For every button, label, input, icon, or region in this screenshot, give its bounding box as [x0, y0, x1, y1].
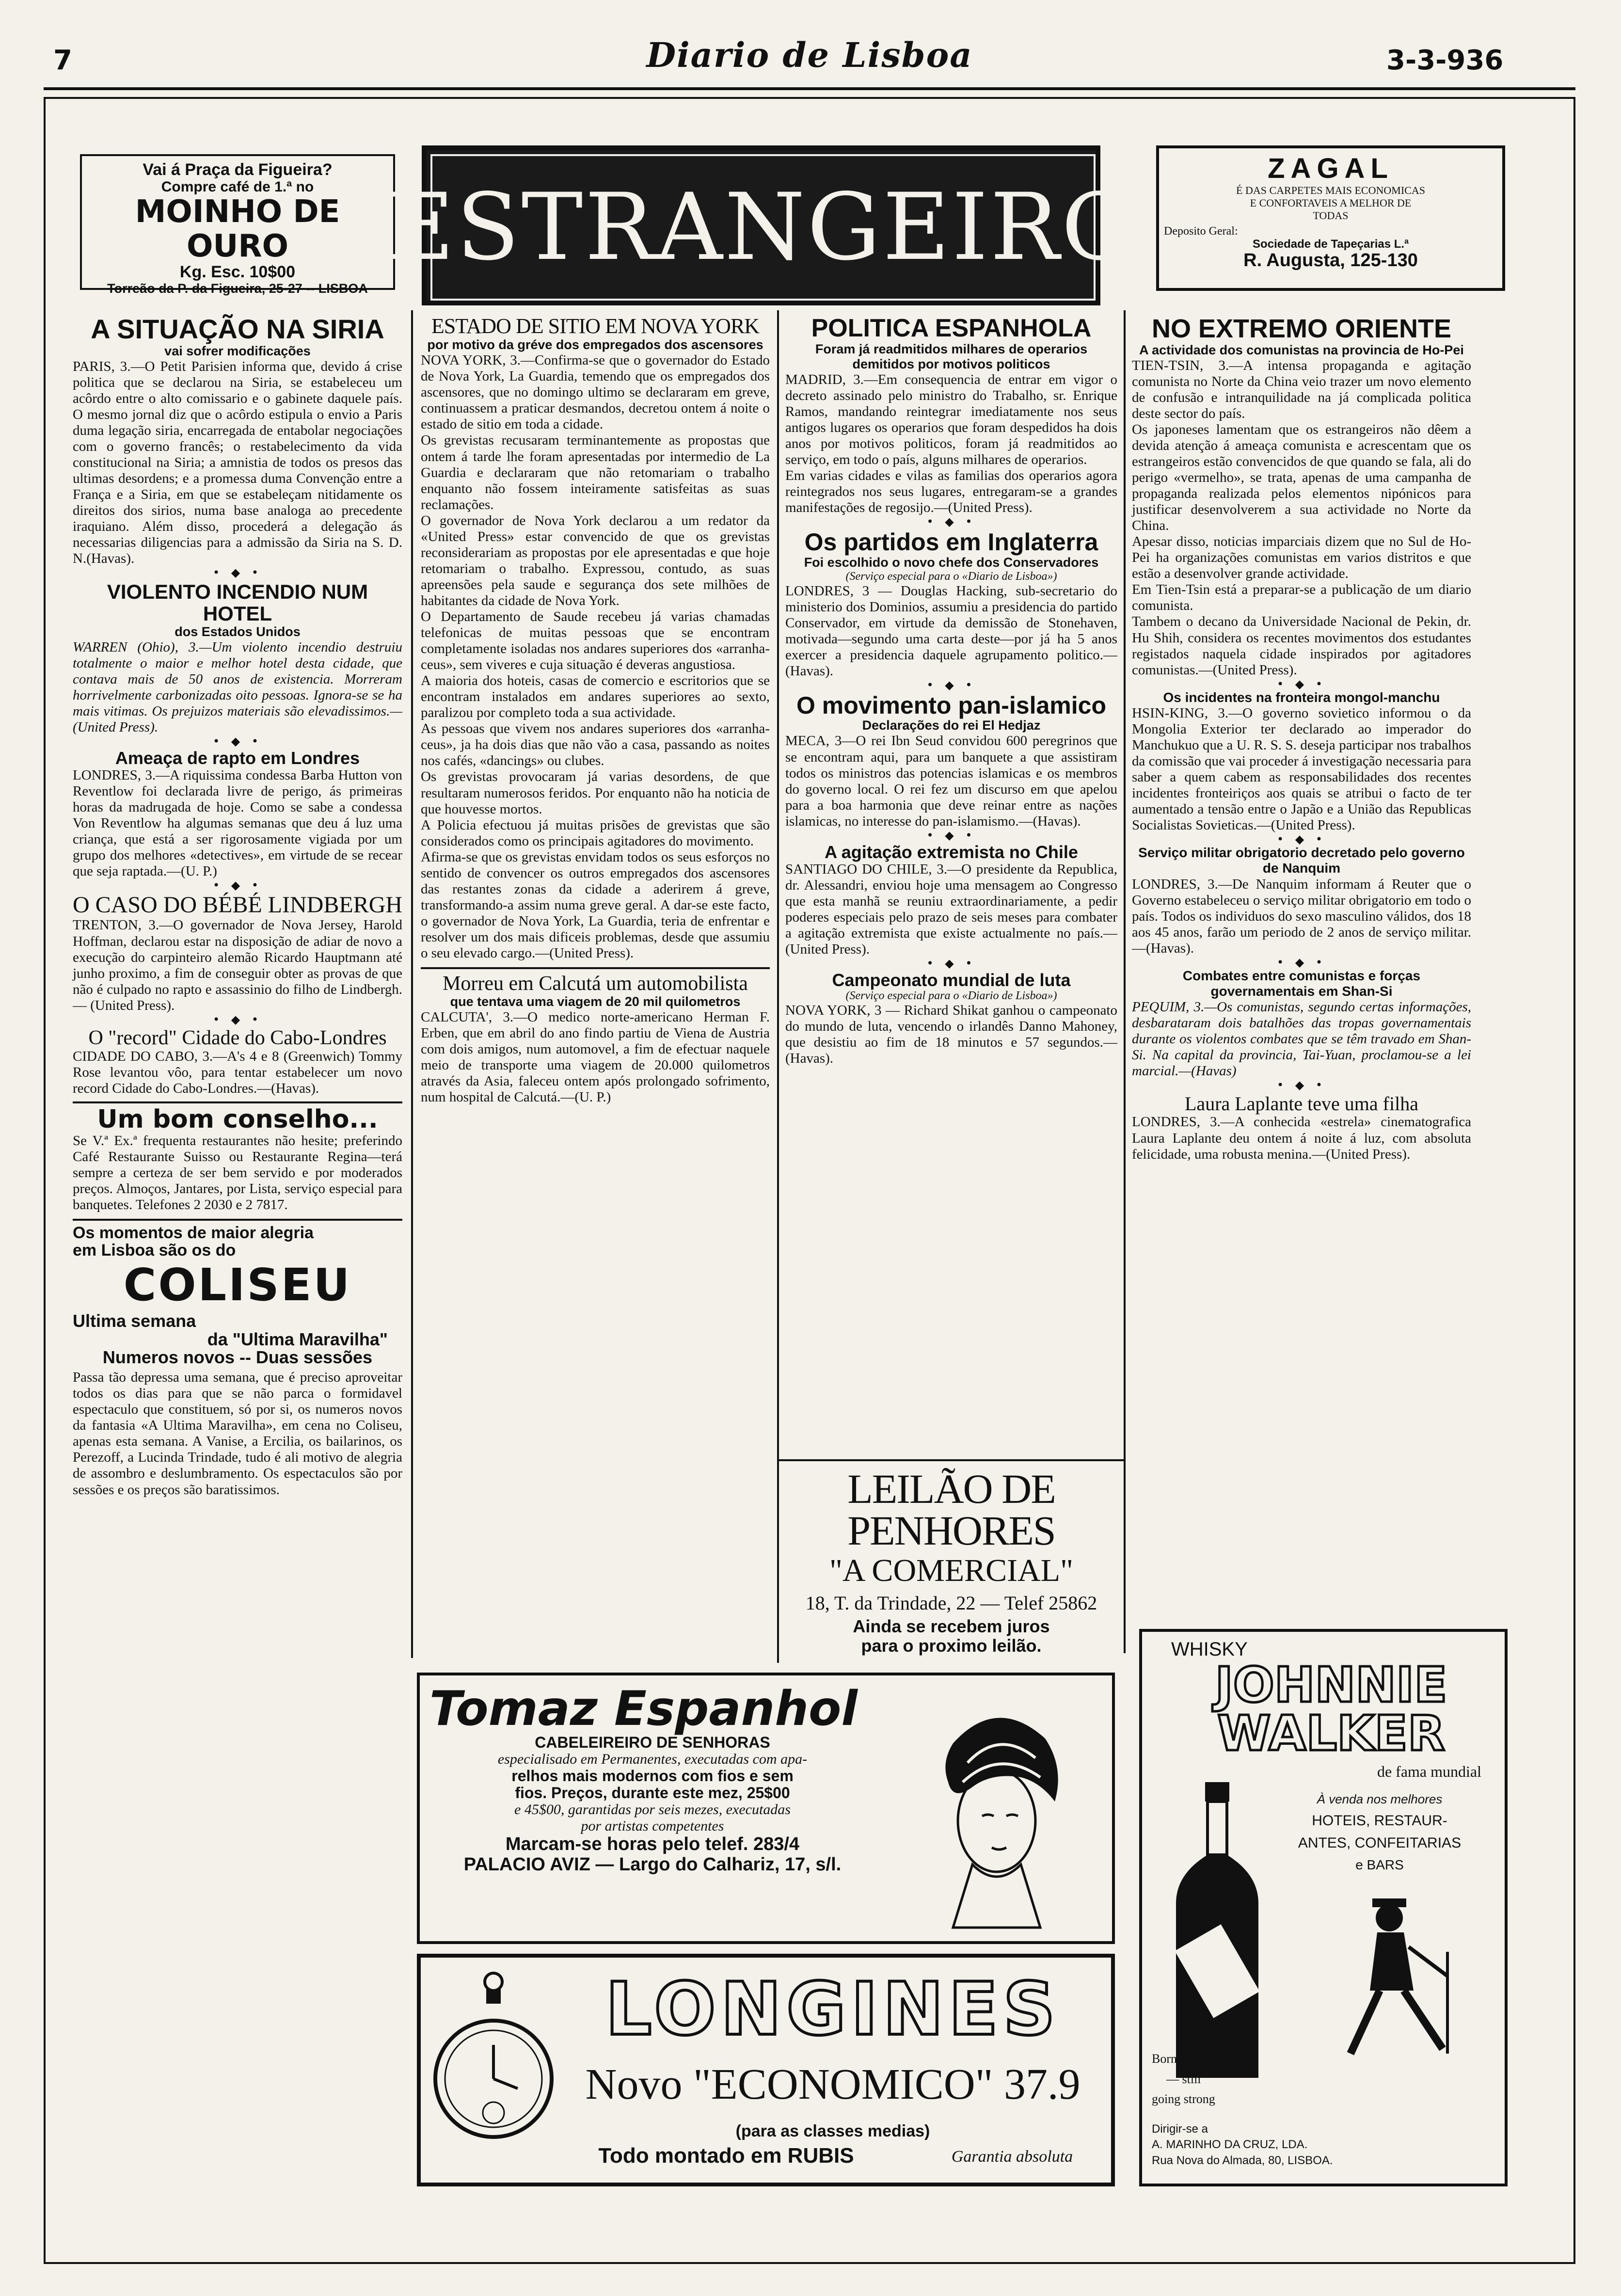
ad-whisky-tagline: de fama mundial: [1377, 1763, 1481, 1780]
separator: • ◆ •: [926, 515, 976, 529]
shansi-headline: Combates entre comunistas e forças governamentais em Shan-Si: [1182, 968, 1421, 999]
ad-whisky-address: Rua Nova do Almada, 80, LISBOA.: [1152, 2153, 1333, 2167]
coliseu-title: COLISEU: [123, 1259, 352, 1311]
header-rule: [44, 87, 1575, 90]
separator: • ◆ •: [926, 956, 976, 970]
incendio-subhead: dos Estados Unidos: [175, 624, 301, 639]
ad-tomaz-title: Tomaz Espanhol: [429, 1681, 858, 1737]
sitio-p2: Os grevistas recusaram terminantemente as propostas que ontem á tarde lhe foram apresentadas por intermedio de La Guardia e declararam que não retomariam o trabalho enquanto não fossem inteiramente satisfeitas as suas reclamações.: [421, 432, 770, 512]
ad-tomaz-line7: Marcam-se horas pelo telef. 283/4: [505, 1834, 800, 1855]
ad-longines: [417, 1954, 1115, 2186]
ad-leilao-address: 18, T. da Trindade, 22 — Telef 25862: [805, 1592, 1097, 1614]
ad-longines-brand: LONGINES: [605, 1967, 1061, 2052]
partidos-subhead: Foi escolhido o novo chefe dos Conservadores: [804, 555, 1099, 570]
partidos-body: LONDRES, 3 — Douglas Hacking, sub-secretario do ministerio dos Dominios, assumiu a presidencia do partido Conservador, em virtude da demissão de Stonehaven, motivada—segundo uma carta deste—por já ha 5 anos exercer a presidencia daquele agrupamento politico.—(Havas).: [785, 583, 1117, 679]
masthead: Diario de Lisboa: [646, 35, 973, 75]
ad-leilao: [778, 1459, 1125, 1673]
ad-tomaz-line8: PALACIO AVIZ — Largo do Calhariz, 17, s/l.: [463, 1854, 842, 1875]
ad-whisky-brand1: JOHNNIE: [1215, 1657, 1447, 1713]
separator: • ◆ •: [1276, 677, 1327, 691]
sitio-subhead: por motivo da gréve dos empregados dos ascensores: [427, 337, 763, 352]
pocket-watch-icon: [430, 1967, 556, 2181]
sitio-p7: Os grevistas provocaram já varias desordens, de que resultaram numerosos feridos. Por enquanto não ha noticia de que houvesse mortos.: [421, 769, 770, 817]
ad-longines-line2: Todo montado em RUBIS: [598, 2144, 854, 2168]
coliseu-line3: Numeros novos -- Duas sessões: [102, 1347, 373, 1368]
ad-whisky-line3: ANTES, CONFEITARIAS: [1298, 1835, 1462, 1851]
separator: • ◆ •: [1276, 1078, 1327, 1092]
ad-leilao-name: "A COMERCIAL": [829, 1553, 1074, 1588]
column-4: [1132, 315, 1471, 1163]
separator: • ◆ •: [212, 878, 263, 893]
separator: • ◆ •: [1276, 955, 1327, 969]
incendio-body: WARREN (Ohio), 3.—Um violento incendio destruiu totalmente o maior e melhor hotel desta cidade, que contava mais de 50 anos de existencia. Morreram horrivelmente carbonizadas oito pessoas. Ignora-se se ha mais vitimas. Os prejuizos materiais são elevadissimos.—(United Press).: [73, 639, 402, 735]
partidos-service: (Serviço especial para o «Diario de Lisboa»): [845, 570, 1057, 583]
sitio-p8: A Policia efectuou já muitas prisões de grevistas que são considerados como os principais agitadores do movimento.: [421, 817, 770, 849]
ad-whisky-line1: À venda nos melhores: [1317, 1792, 1443, 1806]
page-number: 7: [53, 45, 72, 76]
chile-headline: A agitação extremista no Chile: [825, 842, 1078, 862]
politica-p1: MADRID, 3.—Em consequencia de entrar em vigor o decreto assinado pelo ministro do Trabalho, sr. Enrique Ramos, mandando reintegrar imediatamente nos seus antigos lugares os operarios que foram despedidos ha dois anos por motivos politicos, foram já readmitidos ao serviço, em todo o país, alguns milhares de operarios.: [785, 371, 1117, 467]
page-date: 3-3-936: [1386, 45, 1504, 76]
panislamico-headline: O movimento pan-islamico: [796, 691, 1106, 719]
sitio-p1: NOVA YORK, 3.—Confirma-se que o governador do Estado de Nova York, La Guardia, temendo que os empregados dos ascensores, que no domingo ultimo se declararam em greve, continuassem a praticar desmandos, decretou ontem á noite o estado de sitio em toda a cidade.: [421, 352, 770, 432]
coliseu-line2: da "Ultima Maravilha": [207, 1329, 388, 1349]
column-rule: [73, 1101, 402, 1103]
ad-tomaz-line1: CABELEIREIRO DE SENHORAS: [535, 1733, 770, 1751]
shansi-body: PEQUIM, 3.—Os comunistas, segundo certas informações, desbarataram dois batalhões das tropas governamentais durante os violentos combates que se têm travado em Shan-Si. Na capital da provincia, Tai-Yuan, proclamou-se a lei marcial.—(Havas): [1132, 999, 1471, 1079]
partidos-headline: Os partidos em Inglaterra: [804, 528, 1098, 556]
ad-tomaz-line5: e 45$00, garantidas por seis mezes, executadas: [514, 1802, 791, 1818]
column-rule: [421, 967, 770, 969]
rapto-headline: Ameaça de rapto em Londres: [115, 748, 360, 768]
separator: • ◆ •: [212, 734, 263, 748]
ad-moinho-line3: MOINHO DE OURO: [135, 194, 340, 264]
ad-moinho-line5: Torreão da P. da Figueira, 25-27 -- LISBOA: [107, 281, 368, 296]
panislamico-subhead: Declarações do rei El Hedjaz: [862, 718, 1041, 733]
ad-whisky-line4: e BARS: [1355, 1857, 1404, 1872]
sitio-p9: Afirma-se que os grevistas envidam todos os seus esforços no sentido de convencer os outros empregados dos ascensores das restantes zonas da cidade a aderirem á greve, transformando-a assim numa greve geral. A dar-se este facto, o governador de Nova York, La Guardia, teria de enfrentar e resolver um dos mais dificeis problemas, desde que assumiu o seu elevado cargo.—(United Press).: [421, 849, 770, 961]
rapto-body: LONDRES, 3.—A riquissima condessa Barba Hutton von Reventlow foi declarada livre de perigo, ás primeiras horas da madrugada de hoje. Como se sabe a condessa Von Reventlow ha algumas semanas que deu á luz uma criança, que está a ser rigorosamente vigiada por um grupo dos melhores «detectives», em virtude de se recear que seja raptada.—(U. P.): [73, 767, 402, 879]
luta-service: (Serviço especial para o «Diario de Lisboa»): [845, 989, 1057, 1002]
section-title: ESTRANGEIRO: [387, 174, 1139, 281]
separator: • ◆ •: [926, 678, 976, 692]
siria-subhead: vai sofrer modificações: [164, 343, 311, 358]
nanquim-headline: Serviço militar obrigatorio decretado pelo governo de Nanquim: [1138, 845, 1465, 876]
ad-longines-line3: Garantia absoluta: [951, 2148, 1073, 2166]
record-headline: O "record" Cidade do Cabo-Londres: [88, 1026, 387, 1049]
politica-subhead: Foram já readmitidos milhares de operarios demitidos por motivos politicos: [815, 341, 1088, 371]
oriente-p5: Tambem o decano da Universidade Nacional de Pekin, dr. Hu Shih, considera os recentes movimentos dos estudantes registados naquela cidade inspirados por agitadores comunistas.—(United Press).: [1132, 614, 1471, 678]
calcuta-subhead: que tentava uma viagem de 20 mil quilometros: [450, 994, 741, 1009]
ad-whisky-line2: HOTEIS, RESTAUR-: [1312, 1813, 1447, 1829]
ad-zagal-line1: É DAS CARPETES MAIS ECONOMICAS: [1236, 184, 1425, 196]
siria-body: PARIS, 3.—O Petit Parisien informa que, devido á crise politica que se declarou na Siria, se estabeleceu um acôrdo entre o alto comissario e o gabinete daquele país. O mesmo jornal diz que o acôrdo estipula o envio a Paris duma legação siria, encarregada de entabolar negociações com o governo francês; o restabelecimento da vida constitucional na Siria; a amnistia de todos os presos das ultimas desordens; e a promessa duma Convenção entre a França e a Siria, em que se estabeleçam nitidamente os direitos dos sirios, numa base analoga ao precedente iraquiano. Além disso, procederá a delegação ás necessarias diligencias para a admissão da Siria na S. D. N.(Havas).: [73, 358, 402, 567]
ad-moinho-line2: Compre café de 1.ª no: [161, 179, 314, 195]
fronteira-body: HSIN-KING, 3.—O governo sovietico informou o da Mongolia Exterior ter declarado ao imperador do Manchukuo que a U. R. S. S. deseja participar nos trabalhos da comissão que vai proceder á investigação necessaria para saber a quem cabem as responsabilidades dos recentes incidentes fronteiriços aos quais se atribui o facto de ter aumentado a tensão entre o Japão e a União das Republicas Socialistas Sovieticas.—(United Press).: [1132, 705, 1471, 833]
ad-whisky-agent: [1152, 2121, 1501, 2168]
section-banner: [387, 145, 1139, 305]
oriente-headline: NO EXTREMO ORIENTE: [1151, 314, 1452, 343]
ad-whisky-brand2: WALKER: [1217, 1705, 1445, 1762]
ad-zagal-line5: Sociedade de Tapeçarias L.ª: [1253, 237, 1409, 251]
ad-tomaz-espanhol: [417, 1673, 1115, 1944]
sitio-p6: As pessoas que vivem nos andares superiores dos «arranha-ceus», ja ha dois dias que não vão a casa, passando as noites nos cafés, «dancings» ou clubes.: [421, 721, 770, 769]
ad-whisky-dates: [1152, 2049, 1297, 2109]
ad-tomaz-line2: especialisado em Permanentes, executadas com apa-: [497, 1751, 808, 1768]
ad-leilao-line1: Ainda se recebem juros: [853, 1616, 1050, 1637]
ad-tomaz-line4: fios. Preços, durante este mez, 25$00: [515, 1784, 790, 1802]
politica-p2: Em varias cidades e vilas as familias dos operarios agora reintegrados nos seus lugares, entregaram-se a grandes manifestações de regosijo.—(United Press).: [785, 467, 1117, 516]
ad-longines-model: Novo "ECONOMICO" 37.9: [585, 2060, 1081, 2108]
coliseu-top2: em Lisboa são os do: [73, 1241, 236, 1260]
sitio-headline: ESTADO DE SITIO EM NOVA YORK: [431, 314, 760, 338]
ad-tomaz-line3: relhos mais modernos com fios e sem: [511, 1767, 794, 1785]
ad-whisky-going: going strong: [1152, 2092, 1215, 2106]
calcuta-headline: Morreu em Calcutá um automobilista: [443, 973, 748, 995]
column-1: [73, 315, 402, 1498]
ad-whisky-info: [1278, 1792, 1481, 1873]
conselho-body: Se V.ª Ex.ª frequenta restaurantes não hesite; preferindo Café Restaurante Suisso ou Restaurante Regina—terá sempre a certeza de ser bem servido e por moderados preços. Almoços, Jantares, por Lista, serviço especial para banquetes. Telefones 2 2030 e 2 7817.: [73, 1132, 402, 1212]
column-2: [421, 315, 770, 1105]
ad-johnnie-walker: [1139, 1629, 1508, 2186]
record-body: CIDADE DO CABO, 3.—A's 4 e 8 (Greenwich) Tommy Rose levantou vôo, para tentar estabelecer um novo record Cidade do Cabo-Londres.—(Havas).: [73, 1048, 402, 1096]
column-divider: [411, 310, 413, 1658]
bebe-body: TRENTON, 3.—O governador de Nova Jersey, Harold Hoffman, declarou estar na disposição de adiar de novo a execução do carpinteiro alemão Ricardo Hauptmann até junho proximo, a fim de conseguir obter as provas de que não é culpado no rapto e assassinio do filho de Lindbergh. — (United Press).: [73, 917, 402, 1013]
ad-longines-line1: (para as classes medias): [735, 2122, 930, 2140]
ad-moinho-line4: Kg. Esc. 10$00: [179, 263, 296, 282]
luta-headline: Campeonato mundial de luta: [832, 970, 1071, 990]
oriente-p3: Apesar disso, noticias imparciais dizem que no Sul de Ho-Pei ha organizações comunistas em varios distritos e que estão a desenvolver grande actividade.: [1132, 534, 1471, 582]
ad-zagal-line3: TODAS: [1313, 209, 1349, 222]
luta-body: NOVA YORK, 3 — Richard Shikat ganhou o campeonato do mundo de luta, vencendo o irlandês Danno Mahoney, que desistiu ao fim de 18 minutos e 57 segundos.—(Havas).: [785, 1002, 1117, 1066]
woman-portrait-icon: [895, 1685, 1098, 1932]
nanquim-body: LONDRES, 3.—De Nanquim informam á Reuter que o Governo estabeleceu o serviço militar obrigatorio em todo o país. Todos os individuos do sexo masculino válidos, dos 18 aos 45 anos, farão um periodo de 2 anos de serviço militar.—(Havas).: [1132, 876, 1471, 956]
separator: • ◆ •: [212, 566, 263, 580]
ad-zagal-line6: R. Augusta, 125-130: [1243, 250, 1418, 271]
panislamico-body: MECA, 3—O rei Ibn Seud convidou 600 peregrinos que se encontram aqui, para um banquete a que assistiram todos os ministros das potencias islamicas e os membros do governo local. O rei fez um discurso em que apelou para a boa harmonia que deve reinar entre as nações islamicas, no interesse do pan-islamismo.—(Havas).: [785, 733, 1117, 829]
oriente-p1: TIEN-TSIN, 3.—A intensa propaganda e agitação comunista no Norte da China veio trazer um novo elemento de confusão e intranquilidade na já complicada politica deste sector do país.: [1132, 357, 1471, 421]
ad-moinho-line1: Vai á Praça da Figueira?: [143, 160, 333, 179]
ad-moinho-de-ouro: [80, 154, 395, 296]
ad-zagal-name: ZAGAL: [1268, 153, 1394, 184]
coliseu-line1: Ultima semana: [73, 1310, 196, 1331]
ad-whisky-still: — still: [1166, 2072, 1201, 2086]
ad-whisky-label: WHISKY: [1171, 1639, 1248, 1660]
ad-zagal-line4: Deposito Geral:: [1164, 224, 1238, 238]
oriente-p4: Em Tien-Tsin está a preparar-se a publicação de um diario comunista.: [1132, 582, 1471, 614]
separator: • ◆ •: [212, 1012, 263, 1026]
sitio-p5: A maioria dos hoteis, casas de comercio e escritorios que se encontram instalados em andares superiores ao sexto, paralizou por completo toda a sua actividade.: [421, 673, 770, 721]
column-rule: [73, 1219, 402, 1221]
ad-whisky-agent-name: A. MARINHO DA CRUZ, LDA.: [1152, 2138, 1308, 2152]
oriente-p2: Os japoneses lamentam que os estrangeiros não dêem a devida atenção á ameaça comunista e acrescentam que os estrangeiros estão convencidos de que quando se fala, ali do perigo «vermelho», se trata, apenas de uma campanha de propaganda realizada pelos elementos nipónicos para justificar desenvolverem a sua actividade no Norte da China.: [1132, 421, 1471, 534]
chile-body: SANTIAGO DO CHILE, 3.—O presidente da Republica, dr. Alessandri, enviou hoje uma mensagem ao Congresso que esta manhã se reuniu extraordinariamente, a pedir poderes especiais pelo prazo de seis meses para combater a agitação extremista que existe actualmente no país.—(United Press).: [785, 861, 1117, 957]
column-divider: [1124, 310, 1126, 1653]
bebe-headline: O CASO DO BÉBÉ LINDBERGH: [73, 892, 403, 918]
ad-zagal-line2: E CONFORTAVEIS A MELHOR DE: [1250, 196, 1412, 209]
calcuta-body: CALCUTA', 3.—O medico norte-americano Herman F. Erben, que em abril do ano findo partiu de Viena de Austria com dois amigos, num automovel, a fim de efectuar naquele meio de transporte uma viagem de 20.000 quilometros através da Asia, faleceu ontem após prolongado sofrimento, num hospital de Calcutá.—(U. P.): [421, 1009, 770, 1105]
ad-zagal: [1156, 145, 1505, 291]
ad-leilao-title: LEILÃO DE PENHORES: [847, 1466, 1055, 1554]
separator: • ◆ •: [1276, 832, 1327, 846]
striding-man-icon: [1287, 1894, 1491, 2068]
column-3: [785, 315, 1117, 1067]
ad-whisky-born: Born 1820: [1152, 2052, 1206, 2066]
laplante-headline: Laura Laplante teve uma filha: [1185, 1093, 1418, 1115]
separator: • ◆ •: [926, 828, 976, 842]
oriente-subhead: A actividade dos comunistas na provincia de Ho-Pei: [1139, 342, 1464, 357]
ad-tomaz-line6: por artistas competentes: [581, 1818, 724, 1834]
ad-leilao-line2: para o proximo leilão.: [861, 1635, 1042, 1656]
whisky-bottle-icon: [1161, 1777, 1273, 2088]
siria-headline: A SITUAÇÃO NA SIRIA: [91, 314, 384, 344]
laplante-body: LONDRES, 3.—A conhecida «estrela» cinematografica Laura Laplante deu ontem á noite á luz, com absoluta felicidade, uma robusta menina.—(United Press).: [1132, 1114, 1471, 1162]
incendio-headline: VIOLENTO INCENDIO NUM HOTEL: [107, 580, 368, 625]
fronteira-headline: Os incidentes na fronteira mongol-manchu: [1163, 689, 1440, 705]
ad-whisky-dirigir: Dirigir-se a: [1152, 2122, 1208, 2136]
politica-headline: POLITICA ESPANHOLA: [811, 314, 1092, 342]
sitio-p4: O Departamento de Saude recebeu já varias chamadas telefonicas de muitas pessoas que se encontram completamente isoladas nos andares superiores dos «arranha-ceus», sem viveres e cuja situação é deveras angustiosa.: [421, 608, 770, 673]
coliseu-top1: Os momentos de maior alegria: [73, 1223, 314, 1242]
coliseu-body: Passa tão depressa uma semana, que é preciso aproveitar todos os dias para que se não parca o formidavel espectaculo que constituem, só por si, os numeros novos da fantasia «A Ultima Maravilha», em cena no Coliseu, apenas esta semana. A Vanise, a Ercilia, os bailarinos, os Perezoff, a Lucinda Trindade, tudo é ali motivo de alegria de assombro e deslumbramento. Os espectaculos são por sessões e os preços são baratissimos.: [73, 1370, 402, 1498]
conselho-headline: Um bom conselho...: [97, 1105, 378, 1134]
sitio-p3: O governador de Nova York declarou a um redator da «United Press» estar convencido de que os grevistas reconsiderariam as propostas por ele apresentadas e que hoje retomariam o trabalho. Expressou, contudo, as suas apreensões pela saude e segurança dos sete milhões de habitantes da cidade de Nova York.: [421, 512, 770, 608]
